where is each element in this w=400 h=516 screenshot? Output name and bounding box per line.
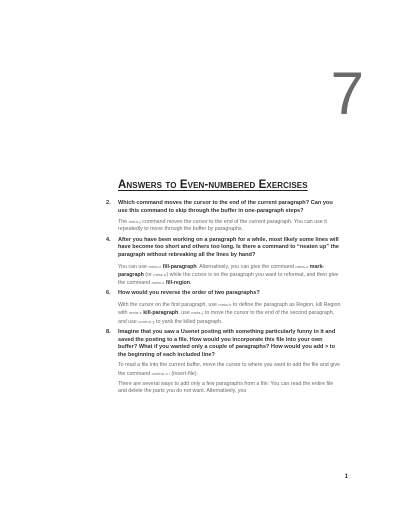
exercise-answer — [118, 301, 342, 326]
exercise-item — [106, 200, 342, 234]
page-number: 1 — [344, 474, 348, 480]
key-sequence: control-x i — [151, 370, 171, 376]
key-sequence: meta-h — [218, 302, 232, 308]
exercise-list — [106, 200, 342, 399]
answer-text: to define the paragraph as Region, kill Region with — [118, 302, 341, 317]
key-sequence: meta-} — [128, 219, 141, 225]
answer-text: To read a file into the current buffer, move the cursor to where you want to add the file and give the command — [118, 362, 340, 377]
exercise-question: After you have been working on a paragraph for a while, most likely some lines will have become too short and others too long. Is there a command to “neaten up” the paragraph without rebreaking all the lines by hand? — [118, 236, 339, 258]
key-sequence: meta-x — [295, 263, 309, 269]
answer-text: . Alternatively, you can give the command — [196, 263, 296, 270]
command-name: fill-paragraph — [162, 263, 197, 270]
key-sequence: meta-x — [148, 263, 162, 269]
answer-text: You can use — [118, 263, 149, 270]
chapter-number: 7 — [330, 60, 364, 127]
key-sequence: meta-} — [191, 310, 204, 316]
key-sequence: meta-x — [128, 310, 142, 316]
answer-text: to yank the killed paragraph. — [154, 318, 223, 325]
exercise-item — [106, 237, 342, 288]
answer-text: (or — [143, 271, 154, 278]
exercise-number: 6. — [106, 290, 111, 297]
command-name: mark-paragraph — [118, 263, 325, 278]
exercise-question: Imagine that you saw a Usenet posting with something particularly funny in it and saved the posting to a file. How would you incorporate this file into your own buffer? What if you wanted only a couple of paragraphs? How would you add > to the beginning of each included line? — [118, 328, 336, 358]
key-sequence: meta-x — [151, 280, 165, 286]
exercise-answer — [118, 381, 342, 396]
command-name: kill-paragraph — [143, 310, 179, 317]
exercise-question: How would you reverse the order of two paragraphs? — [118, 290, 260, 297]
answer-text: (insert-file). — [170, 370, 198, 377]
exercise-answer — [118, 218, 342, 234]
exercise-number: 8. — [106, 328, 111, 335]
exercise-answer — [118, 362, 342, 378]
exercise-item — [106, 329, 342, 396]
answer-text: . — [190, 280, 192, 287]
chapter-title: Answers to Even-numbered Exercises — [118, 179, 308, 191]
answer-text: to move the cursor to the end of the second paragraph, and use — [118, 310, 335, 325]
exercise-answer — [118, 263, 342, 288]
exercise-question: Which command moves the cursor to the end of the current paragraph? Can you use this command to skip through the buffer in one-paragraph steps? — [118, 200, 333, 214]
command-name: fill-region — [165, 280, 191, 287]
exercise-item — [106, 290, 342, 325]
answer-text: There are several ways to add only a few paragraphs from a file: You can read the entire file and delete the parts you do not want. Alternatively, you — [118, 380, 334, 395]
answer-text: With the cursor on the first paragraph, use — [118, 302, 219, 309]
answer-text: ) while the cursor is on the paragraph you want to reformat, and then give the command — [118, 271, 339, 287]
exercise-number: 4. — [106, 236, 111, 243]
answer-text: , use — [178, 310, 192, 317]
exercise-number: 2. — [106, 200, 111, 206]
key-sequence: control-y — [138, 318, 155, 324]
key-sequence: meta-h — [153, 271, 167, 277]
answer-text: command moves the cursor to the end of the current paragraph. You can use it repeatedly to move through the buffer by paragraphs. — [118, 219, 327, 233]
answer-text: The — [118, 219, 129, 226]
